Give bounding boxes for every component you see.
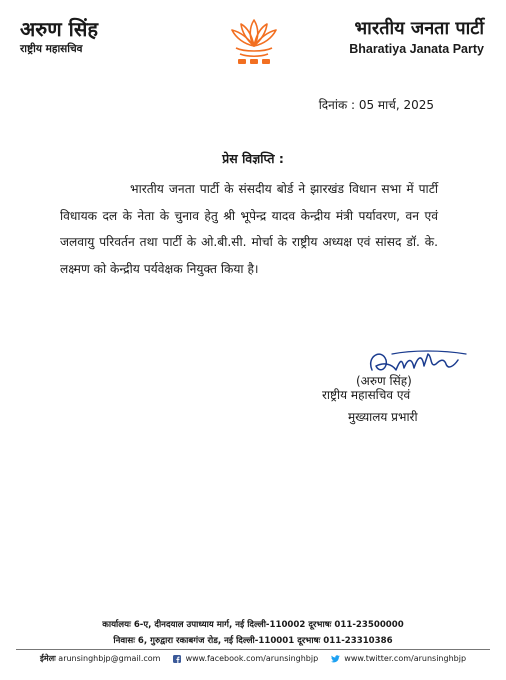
facebook-icon xyxy=(173,655,181,663)
sender-designation: राष्ट्रीय महासचिव xyxy=(20,43,83,55)
sender-block xyxy=(20,18,98,56)
footer-contacts xyxy=(0,653,506,664)
party-name-english: Bharatiya Janata Party xyxy=(349,42,484,56)
residence-address: निवासः 6, गुरुद्वारा रकाबगंज रोड, नई दिल्ली-110001 दूरभाषः 011-23310386 xyxy=(113,636,393,646)
body-text: भारतीय जनता पार्टी के संसदीय बोर्ड ने झारखंड विधान सभा में पार्टी विधायक दल के नेता के चुनाव हेतु श्री भूपेन्द्र यादव केन्द्रीय मंत्री पर्यावरण, वन एवं जलवायु परिवर्तन तथा पार्टी के ओ.बी.सी. मोर्चा के राष्ट्रीय अध्यक्ष एवं सांसद डॉ. के. लक्ष्मण को केन्द्रीय पर्यवेक्षक नियुक्त किया है। xyxy=(60,182,438,276)
press-release-body xyxy=(60,176,438,282)
twitter-bird-icon xyxy=(331,655,340,663)
email-contact xyxy=(40,653,160,664)
facebook-contact xyxy=(173,654,318,663)
footer-divider xyxy=(16,649,490,650)
press-release-title: प्रेस विज्ञप्ति : xyxy=(222,151,284,166)
party-name-hindi: भारतीय जनता पार्टी xyxy=(354,18,484,39)
letter-date: दिनांक : 05 मार्च, 2025 xyxy=(318,98,434,112)
sender-name: अरुण सिंह xyxy=(20,17,98,41)
office-address: कार्यालयः 6-ए, दीनदयाल उपाध्याय मार्ग, नई दिल्ली-110002 दूरभाषः 011-23500000 xyxy=(102,620,404,630)
facebook-link[interactable]: www.facebook.com/arunsinghbjp xyxy=(185,654,319,663)
party-block xyxy=(349,18,484,56)
signatory-name: (अरुण सिंह) xyxy=(356,374,412,388)
signatory-designation: राष्ट्रीय महासचिव एवं xyxy=(322,388,411,402)
email-label: ईमेलः xyxy=(39,654,56,663)
twitter-link[interactable]: www.twitter.com/arunsinghbjp xyxy=(344,654,467,663)
twitter-contact xyxy=(331,654,466,663)
signatory-role: मुख्यालय प्रभारी xyxy=(348,410,418,424)
lotus-logo-icon xyxy=(224,12,284,70)
email-link[interactable]: arunsinghbjp@gmail.com xyxy=(58,654,161,663)
